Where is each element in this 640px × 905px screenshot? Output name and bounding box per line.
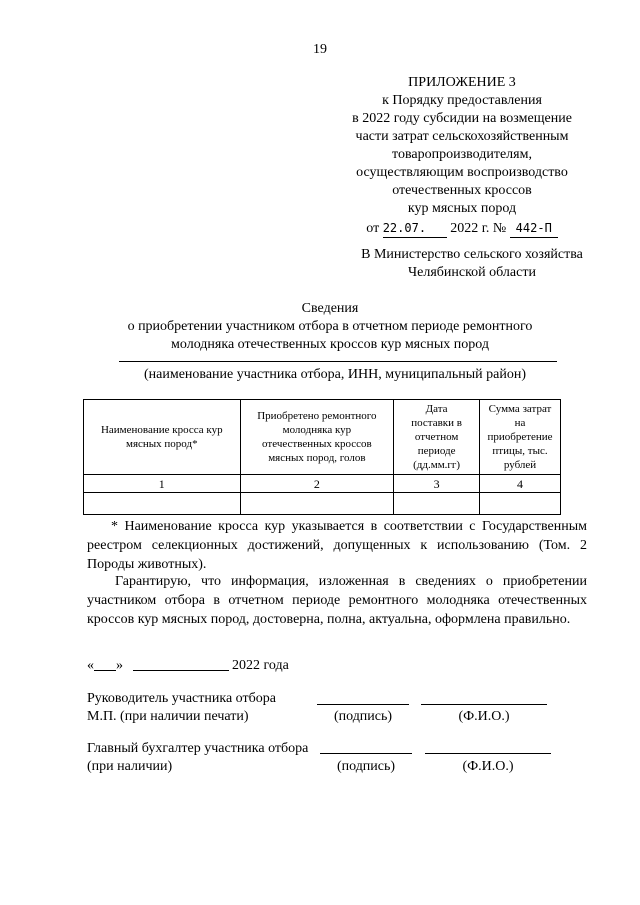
decree-date: 22.07. (383, 219, 447, 238)
appendix-line: к Порядку предоставления (382, 93, 542, 108)
open-quote: « (87, 658, 94, 673)
table-number-row (84, 475, 561, 493)
head-label-line2: М.П. (при наличии печати) (87, 709, 249, 724)
appendix-date-line (330, 219, 594, 238)
appendix-line: товаропроизводителям, (392, 147, 532, 162)
accountant-sign-caption: (подпись) (336, 759, 396, 774)
addressee-line: Челябинской области (408, 265, 536, 280)
table-cell[interactable] (394, 493, 480, 515)
appendix-line: в 2022 году субсидии на возмещение (352, 111, 572, 126)
heading-line: молодняка отечественных кроссов кур мясных пород (171, 337, 489, 352)
accountant-signature-line[interactable] (320, 753, 412, 754)
accountant-name-line[interactable] (425, 753, 551, 754)
page-number: 19 (313, 42, 327, 57)
table-number-cell: 4 (480, 475, 561, 493)
table-cell[interactable] (84, 493, 241, 515)
addressee (340, 246, 604, 282)
table-header-cell: Дата поставки в отчетном периоде (дд.мм.гг) (394, 400, 480, 475)
head-signature-line[interactable] (317, 704, 409, 705)
accountant-label-line1: Главный бухгалтер участника отбора (87, 741, 309, 756)
month-field[interactable] (133, 657, 229, 671)
footnote: * Наименование кросса кур указывается в соответствии с Государственным реестром селекционных достижений, допущенных к использованию (Том. 2 Породы животных). (87, 519, 587, 572)
appendix-line: осуществляющим воспроизводство (356, 165, 568, 180)
table-cell[interactable] (480, 493, 561, 515)
accountant-name-caption: (Ф.И.О.) (462, 759, 514, 774)
table-row[interactable] (84, 493, 561, 515)
guarantee-text: Гарантирую, что информация, изложенная в сведениях о приобретении участником отбора в отчетном периоде ремонтного молодняка отечественных кроссов кур мясных пород, достоверна, полна, актуальна, оформлена правильно. (87, 574, 587, 627)
heading-line: о приобретении участником отбора в отчетном периоде ремонтного (127, 319, 533, 334)
document-heading (60, 300, 600, 354)
appendix-line: части затрат сельскохозяйственным (355, 129, 569, 144)
table-number-cell: 1 (84, 475, 241, 493)
table-number-cell: 2 (240, 475, 394, 493)
head-sign-caption: (подпись) (333, 709, 393, 724)
appendix-line: кур мясных пород (407, 201, 517, 216)
decree-number: 442-П (510, 219, 558, 238)
close-quote: » (116, 658, 123, 673)
participant-caption: (наименование участника отбора, ИНН, муниципальный район) (143, 367, 527, 382)
appendix-title: ПРИЛОЖЕНИЕ 3 (408, 75, 516, 90)
table-header-cell: Наименование кросса кур мясных пород* (84, 400, 241, 475)
head-label-line1: Руководитель участника отбора (87, 691, 276, 706)
decree-year: 2022 г. № (450, 221, 507, 236)
table-header-cell: Сумма затрат на приобретение птицы, тыс. рублей (480, 400, 561, 475)
heading-title: Сведения (301, 301, 359, 316)
accountant-label-line2: (при наличии) (87, 759, 173, 774)
signature-date-line (87, 657, 289, 675)
date-year: 2022 года (232, 658, 289, 673)
addressee-line: В Министерство сельского хозяйства (361, 247, 583, 262)
head-name-line[interactable] (421, 704, 547, 705)
head-name-caption: (Ф.И.О.) (458, 709, 510, 724)
date-prefix: от (366, 221, 380, 236)
appendix-block (330, 74, 594, 238)
participant-input-line[interactable] (119, 361, 557, 362)
appendix-line: отечественных кроссов (392, 183, 532, 198)
purchase-table (83, 399, 561, 515)
table-cell[interactable] (240, 493, 394, 515)
table-header-row (84, 400, 561, 475)
table-header-cell: Приобретено ремонтного молодняка кур отечественных кроссов мясных пород, голов (240, 400, 394, 475)
day-field[interactable] (94, 657, 116, 671)
table-number-cell: 3 (394, 475, 480, 493)
